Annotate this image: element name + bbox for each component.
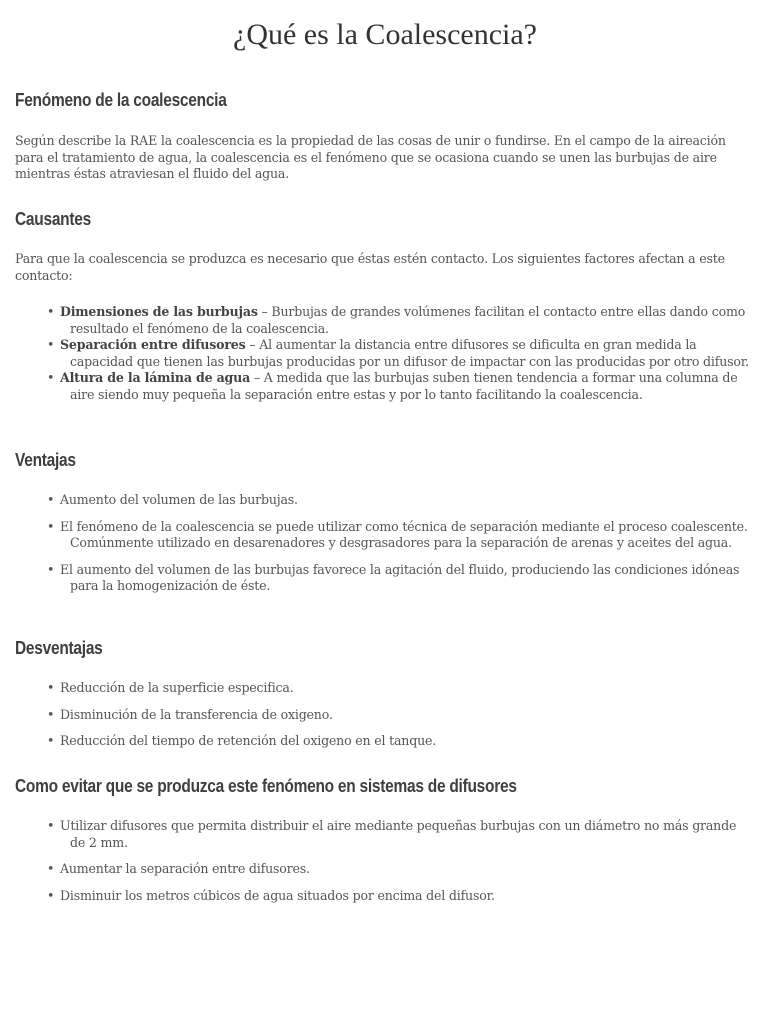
list-item <box>15 861 755 878</box>
bullet-icon: • <box>47 304 55 319</box>
ventajas-list <box>15 492 755 595</box>
item-text: Reducción del tiempo de retención del oxigeno en el tanque. <box>60 733 437 748</box>
item-text: – Burbujas de grandes volúmenes facilitan el contacto entre ellas dando como resultado el fenómeno de la coalescencia. <box>70 304 746 336</box>
bullet-icon: • <box>47 818 55 833</box>
section-desventajas <box>15 638 755 760</box>
section-evitar <box>15 776 755 914</box>
causantes-list <box>15 304 755 403</box>
desventajas-list <box>15 680 755 750</box>
item-text: Disminuir los metros cúbicos de agua situados por encima del difusor. <box>60 887 495 903</box>
bullet-icon: • <box>47 561 55 577</box>
item-text: Aumentar la separación entre difusores. <box>60 861 310 876</box>
list-item <box>15 492 755 509</box>
section-heading: Ventajas <box>15 450 76 470</box>
section-heading: Fenómeno de la coalescencia <box>15 90 227 110</box>
section-heading: Como evitar que se produzca este fenómeno en sistemas de difusores <box>15 776 517 796</box>
bullet-icon: • <box>47 680 55 695</box>
section-causantes <box>15 209 755 403</box>
section-ventajas <box>15 450 755 605</box>
item-text: – Al aumentar la distancia entre difusores se dificulta en gran medida la capacidad que tienen las burbujas producidas por un difusor de impactar con las producidas por otro difusor. <box>70 337 749 369</box>
bullet-icon: • <box>47 887 55 903</box>
list-item <box>15 337 755 370</box>
item-text: – A medida que las burbujas suben tienen tendencia a formar una columna de aire siendo muy pequeña la separación entre estas y por lo tanto facilitando la coalescencia. <box>70 370 738 402</box>
list-item <box>15 888 755 905</box>
item-text: Reducción de la superficie especifica. <box>60 680 294 695</box>
bullet-icon: • <box>47 733 55 748</box>
item-text: Utilizar difusores que permita distribuir el aire mediante pequeñas burbujas con un diámetro no más grande de 2 mm. <box>60 818 737 850</box>
list-item <box>15 733 755 750</box>
item-term: Dimensiones de las burbujas <box>60 304 258 319</box>
evitar-list <box>15 818 755 904</box>
page-title: ¿Qué es la Coalescencia? <box>233 18 537 51</box>
list-item <box>15 304 755 337</box>
list-item <box>15 370 755 403</box>
item-text: Disminución de la transferencia de oxigeno. <box>60 706 333 722</box>
bullet-icon: • <box>47 492 55 507</box>
list-item <box>15 707 755 724</box>
bullet-icon: • <box>47 337 55 352</box>
bullet-icon: • <box>47 518 55 534</box>
list-item <box>15 562 755 595</box>
list-item <box>15 519 755 552</box>
item-text: Aumento del volumen de las burbujas. <box>60 492 298 507</box>
bullet-icon: • <box>47 861 55 876</box>
item-text: El fenómeno de la coalescencia se puede utilizar como técnica de separación mediante el proceso coalescente. Comúnmente utilizado en desarenadores y desgrasadores para la separación de arenas y aceites del agua. <box>60 518 748 550</box>
item-term: Altura de la lámina de agua <box>60 370 251 385</box>
section-paragraph: Para que la coalescencia se produzca es necesario que éstas estén contacto. Los siguientes factores afectan a este contacto: <box>15 251 725 283</box>
section-paragraph: Según describe la RAE la coalescencia es la propiedad de las cosas de unir o fundirse. En el campo de la aireación para el tratamiento de agua, la coalescencia es el fenómeno que se ocasiona cuando se unen las burbujas de aire mientras éstas atraviesan el fluido del agua. <box>15 133 726 181</box>
section-heading: Causantes <box>15 209 91 229</box>
bullet-icon: • <box>47 370 55 385</box>
item-term: Separación entre difusores <box>60 337 246 352</box>
list-item <box>15 818 755 851</box>
list-item <box>15 680 755 697</box>
section-fenomeno <box>15 90 755 183</box>
item-text: El aumento del volumen de las burbujas favorece la agitación del fluido, produciendo las condiciones idóneas para la homogenización de éste. <box>60 561 740 593</box>
bullet-icon: • <box>47 706 55 722</box>
section-heading: Desventajas <box>15 638 103 658</box>
